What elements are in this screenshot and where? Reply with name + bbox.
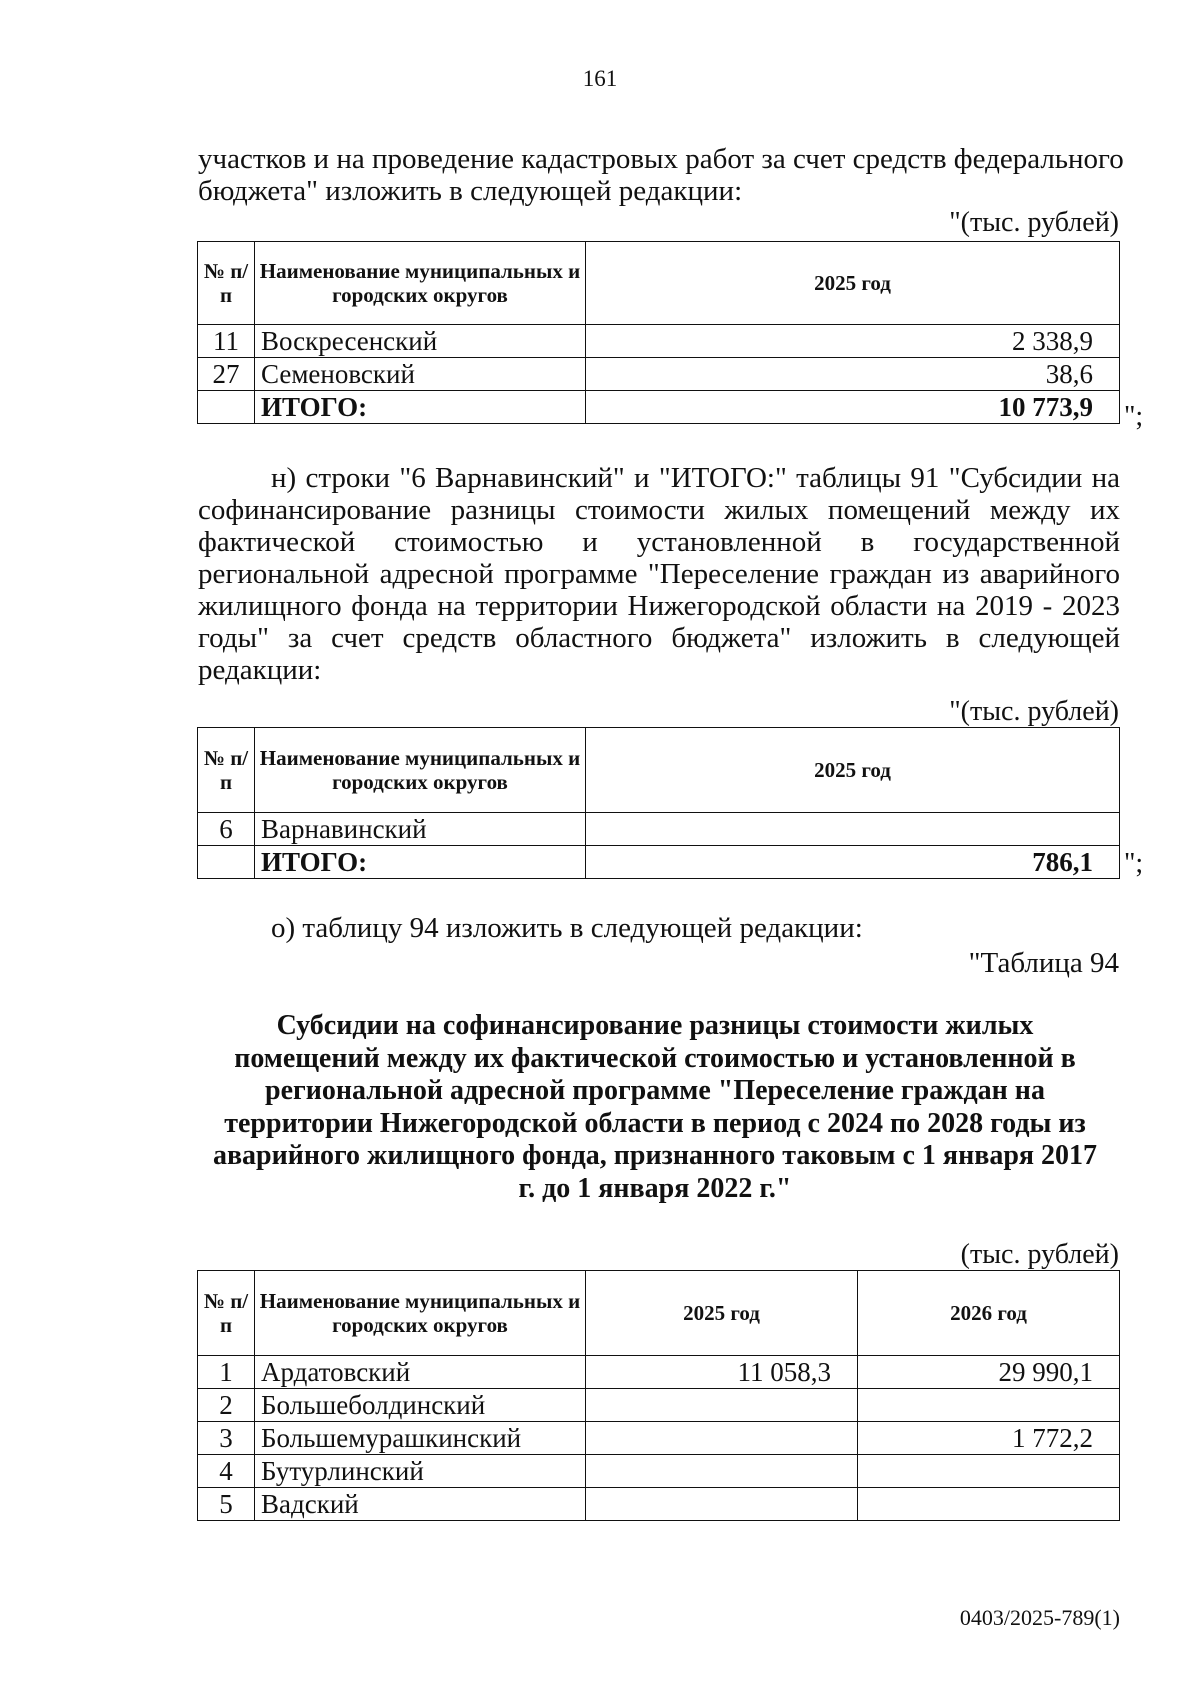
row-name: Семеновский [255, 358, 586, 391]
paragraph-o [271, 912, 1071, 944]
row-name: Варнавинский [255, 813, 586, 846]
table-row [198, 1356, 1120, 1389]
row-value-2025 [586, 1389, 858, 1422]
closing-quote: "; [1124, 401, 1144, 432]
row-num: 6 [198, 813, 255, 846]
row-value-2026 [858, 1455, 1120, 1488]
header-name: Наименование муниципальных и городских округов [255, 728, 586, 813]
header-2025: 2025 год [586, 1271, 858, 1356]
table-title [190, 1010, 1120, 1205]
row-name: Большемурашкинский [255, 1422, 586, 1455]
title-line: аварийного жилищного фонда, признанного таковым с 1 января 2017 [212, 1140, 1098, 1171]
total-label: ИТОГО: [255, 391, 586, 424]
row-num: 2 [198, 1389, 255, 1422]
header-name: Наименование муниципальных и городских округов [255, 242, 586, 325]
header-2025: 2025 год [586, 728, 1120, 813]
row-value-2025 [586, 813, 1120, 846]
paragraph-line: н) строки "6 Варнавинский" и "ИТОГО:" таблицы 91 "Субсидии на [271, 462, 1120, 494]
row-value-2025: 11 058,3 [586, 1356, 858, 1389]
row-num: 11 [198, 325, 255, 358]
closing-quote: "; [1124, 848, 1144, 879]
row-num: 5 [198, 1488, 255, 1521]
title-line: Субсидии на софинансирование разницы стоимости жилых [276, 1010, 1034, 1041]
table-row [198, 1455, 1120, 1488]
intro-line: бюджета" изложить в следующей редакции: [198, 175, 743, 207]
total-row [198, 846, 1120, 879]
table-header-row [198, 1271, 1120, 1356]
row-value-2026 [858, 1488, 1120, 1521]
row-value-2025: 2 338,9 [586, 325, 1120, 358]
document-code: 0403/2025-789(1) [959, 1605, 1120, 1630]
paragraph-line: софинансирование разницы стоимости жилых помещений между их [198, 494, 1120, 526]
paragraph-line: региональной адресной программе "Переселение граждан из аварийного [198, 558, 1120, 590]
intro-line: участков и на проведение кадастровых работ за счет средств федерального [198, 143, 1124, 175]
row-value-2025 [586, 1488, 858, 1521]
paragraph-line: жилищного фонда на территории Нижегородской области на 2019 - 2023 [198, 590, 1120, 622]
intro-paragraph [198, 143, 1124, 207]
total-row [198, 391, 1120, 424]
table-row [198, 1422, 1120, 1455]
table-caption: "Таблица 94 [968, 947, 1119, 979]
row-value-2025 [586, 1422, 858, 1455]
total-num [198, 846, 255, 879]
row-value-2025: 38,6 [586, 358, 1120, 391]
row-value-2025 [586, 1455, 858, 1488]
row-name: Большеболдинский [255, 1389, 586, 1422]
header-num: № п/п [198, 1271, 255, 1356]
paragraph-line: о) таблицу 94 изложить в следующей редакции: [271, 912, 863, 944]
row-name: Ардатовский [255, 1356, 586, 1389]
row-num: 27 [198, 358, 255, 391]
total-num [198, 391, 255, 424]
table-94 [197, 1270, 1120, 1521]
header-name: Наименование муниципальных и городских округов [255, 1271, 586, 1356]
header-num: № п/п [198, 728, 255, 813]
title-line: территории Нижегородской области в период с 2024 по 2028 годы из [224, 1107, 1086, 1139]
header-2025: 2025 год [586, 242, 1120, 325]
paragraph-line: фактической стоимостью и установленной в государственной [198, 526, 1120, 558]
paragraph-line: годы" за счет средств областного бюджета" изложить в следующей [198, 622, 1120, 654]
units-label: (тыс. рублей) [960, 1239, 1119, 1270]
row-value-2026 [858, 1389, 1120, 1422]
table-header-row [198, 728, 1120, 813]
row-name: Бутурлинский [255, 1455, 586, 1488]
units-label: "(тыс. рублей) [949, 696, 1119, 727]
title-line: г. до 1 января 2022 г." [518, 1172, 792, 1204]
row-name: Воскресенский [255, 325, 586, 358]
total-label: ИТОГО: [255, 846, 586, 879]
total-value-2025: 786,1 [586, 846, 1120, 879]
table-row [198, 358, 1120, 391]
header-num: № п/п [198, 242, 255, 325]
paragraph-n [198, 462, 1120, 686]
row-value-2026: 29 990,1 [858, 1356, 1120, 1389]
total-value-2025: 10 773,9 [586, 391, 1120, 424]
row-value-2026: 1 772,2 [858, 1422, 1120, 1455]
table-row [198, 813, 1120, 846]
table-2 [197, 727, 1120, 879]
page-number: 161 [582, 66, 618, 91]
row-name: Вадский [255, 1488, 586, 1521]
title-line: региональной адресной программе "Переселение граждан на [265, 1075, 1045, 1106]
table-row [198, 1488, 1120, 1521]
table-row [198, 1389, 1120, 1422]
table-header-row [198, 242, 1120, 325]
row-num: 1 [198, 1356, 255, 1389]
header-2026: 2026 год [858, 1271, 1120, 1356]
table-1 [197, 241, 1120, 424]
row-num: 3 [198, 1422, 255, 1455]
table-row [198, 325, 1120, 358]
row-num: 4 [198, 1455, 255, 1488]
paragraph-line: редакции: [198, 654, 322, 686]
units-label: "(тыс. рублей) [949, 207, 1119, 238]
title-line: помещений между их фактической стоимостью и установленной в [234, 1042, 1076, 1074]
